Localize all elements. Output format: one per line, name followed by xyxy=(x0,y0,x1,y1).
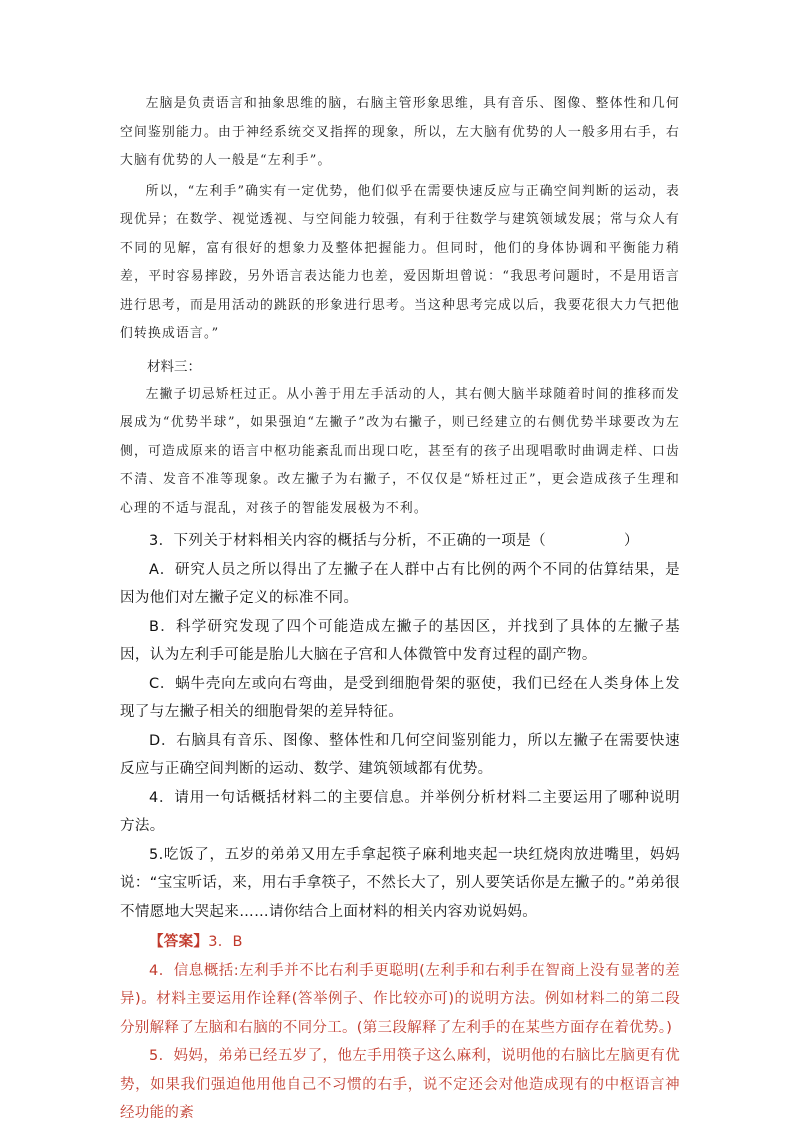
question-3-stem xyxy=(120,527,680,556)
answer-3 xyxy=(120,928,680,957)
answer-4: 4．信息概括:左利手并不比右利手更聪明(左利手和右利手在智商上没有显著的差异)。材料主要运用作诠释(答举例子、作比较亦可)的说明方法。例如材料二的第二段分别解释了左脑和右脑的不同分工。(第三段解释了左利手的在某些方面存在着优势。) xyxy=(120,962,680,1036)
answer-3-text: 3．B xyxy=(208,934,243,950)
answer-5: 5．妈妈，弟弟已经五岁了，他左手用筷子这么麻利，说明他的右脑比左脑更有优势，如果我们强迫他用他自己不习惯的右手，说不定还会对他造成现有的中枢语言神经功能的紊 xyxy=(120,1048,680,1121)
material3-label: 材料三： xyxy=(147,358,201,375)
question-3-option-b: B．科学研究发现了四个可能造成左撇子的基因区，并找到了具体的左撇子基因，认为左利手可能是胎儿大脑在子宫和人体微管中发育过程的副产物。 xyxy=(120,618,680,663)
answer-lead: 【答案】 xyxy=(149,934,209,950)
material3-paragraph: 左撇子切忌矫枉过正。从小善于用左手活动的人，其右侧大脑半球随着时间的推移而发展成为“优势半球”，如果强迫“左撇子”改为右撇子，则已经建立的右侧优势半球要改为左侧，可造成原来的语言中枢功能紊乱而出现口吃，甚至有的孩子出现唱歌时曲调走样、口齿不清、发音不准等现象。改左撇子为右撇子，不仅仅是“矫枉过正”，更会造成孩子生理和心理的不适与混乱，对孩子的智能发展极为不利。 xyxy=(120,386,680,516)
question-5: 5.吃饭了，五岁的弟弟又用左手拿起筷子麻利地夹起一块红烧肉放进嘴里，妈妈说：“宝宝听话，来，用右手拿筷子，不然长大了，别人要笑话你是左撇子的。”弟弟很不情愿地大哭起来……请你结合上面材料的相关内容劝说妈妈。 xyxy=(120,846,680,920)
question-3-option-d: D．右脑具有音乐、图像、整体性和几何空间鉴别能力，所以左撇子在需要快速反应与正确空间判断的运动、数学、建筑领域都有优势。 xyxy=(120,732,680,777)
question-3-stem-text: 3．下列关于材料相关内容的概括与分析，不正确的一项是（ xyxy=(149,533,547,549)
material2-paragraph-1: 左脑是负责语言和抽象思维的脑，右脑主管形象思维，具有音乐、图像、整体性和几何空间鉴别能力。由于神经系统交叉指挥的现象，所以，左大脑有优势的人一般多用右手，右大脑有优势的人一般是“左利手”。 xyxy=(120,96,680,168)
question-3-option-a: A．研究人员之所以得出了左撇子在人群中占有比例的两个不同的估算结果，是因为他们对左撇子定义的标准不同。 xyxy=(120,561,680,606)
material2-paragraph-2: 所以，“左利手”确实有一定优势，他们似乎在需要快速反应与正确空间判断的运动，表现优异；在数学、视觉透视、与空间能力较强，有利于往数学与建筑领域发展；常与众人有不同的见解，富有很好的想象力及整体把握能力。但同时，他们的身体协调和平衡能力稍差，平时容易摔跤，另外语言表达能力也差，爱因斯坦曾说：“我思考问题时，不是用语言进行思考，而是用活动的跳跃的形象进行思考。当这种思考完成以后，我要花很大力气把他们转换成语言。” xyxy=(120,183,680,341)
question-3-option-c: C．蜗牛壳向左或向右弯曲，是受到细胞骨架的驱使，我们已经在人类身体上发现了与左撇子相关的细胞骨架的差异特征。 xyxy=(120,675,680,720)
question-3-stem-close: ） xyxy=(624,533,639,549)
document-page xyxy=(120,90,680,1128)
question-4: 4．请用一句话概括材料二的主要信息。并举例分析材料二主要运用了哪种说明方法。 xyxy=(120,789,680,834)
